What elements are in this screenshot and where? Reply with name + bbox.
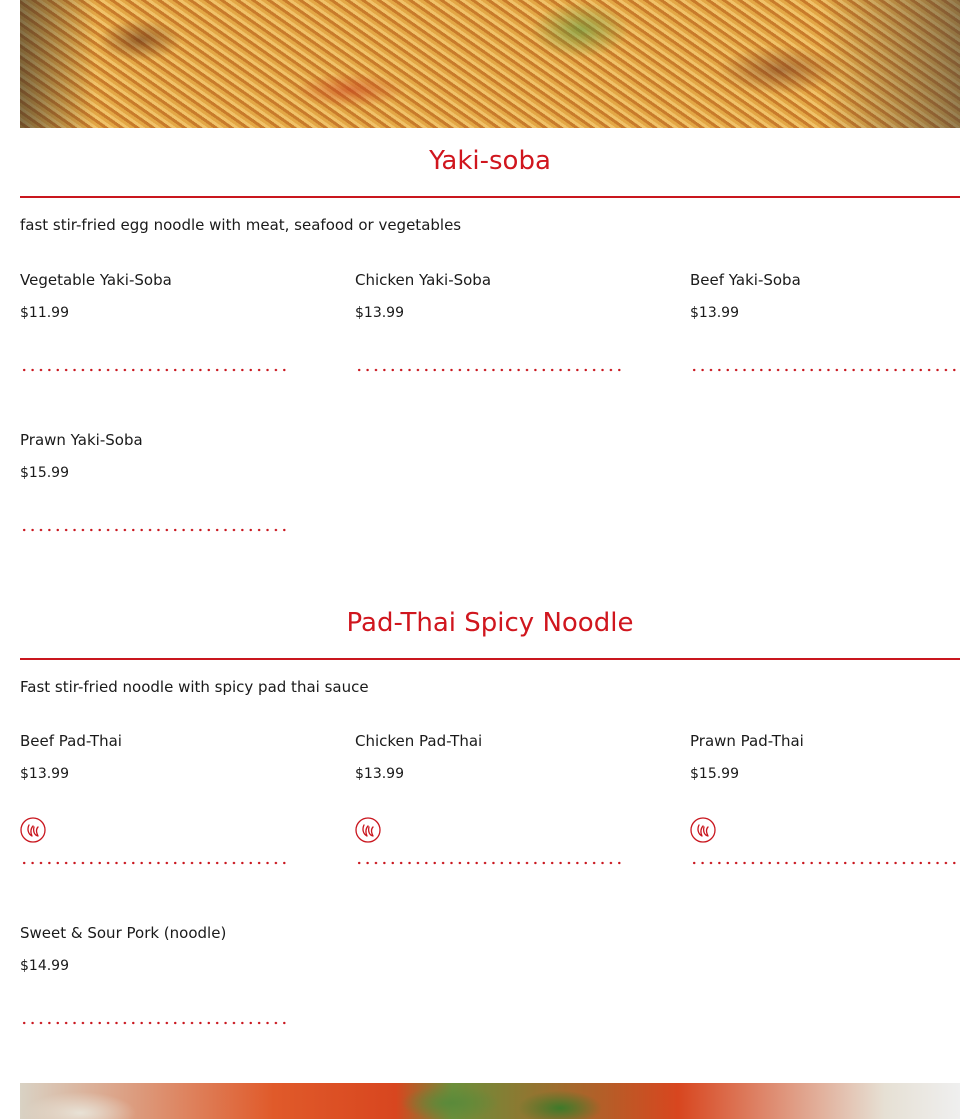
item-name: Beef Pad-Thai — [20, 732, 122, 750]
chili-pepper-icon — [690, 817, 716, 843]
item-name: Beef Yaki-Soba — [690, 271, 801, 289]
item-price: $13.99 — [355, 305, 404, 321]
dotted-separator — [690, 861, 960, 865]
dotted-separator — [355, 861, 625, 865]
section-description: fast stir-fried egg noodle with meat, seafood or vegetables — [20, 216, 462, 234]
item-name: Prawn Pad-Thai — [690, 732, 804, 750]
chili-pepper-icon — [355, 817, 381, 843]
item-name: Chicken Pad-Thai — [355, 732, 483, 750]
dotted-separator — [20, 1021, 290, 1025]
dotted-separator — [20, 528, 290, 532]
dotted-separator — [20, 368, 290, 372]
yaki-soba-photo — [20, 0, 960, 128]
section-title-yaki-soba: Yaki-soba — [429, 146, 551, 176]
item-name: Chicken Yaki-Soba — [355, 271, 492, 289]
dotted-separator — [20, 861, 290, 865]
item-price: $11.99 — [20, 305, 69, 321]
item-price: $13.99 — [690, 305, 739, 321]
section-title-pad-thai: Pad-Thai Spicy Noodle — [346, 608, 634, 638]
chili-pepper-icon — [20, 817, 46, 843]
section-divider — [20, 196, 960, 198]
item-name: Prawn Yaki-Soba — [20, 431, 143, 449]
item-price: $14.99 — [20, 958, 69, 974]
item-name: Sweet & Sour Pork (noodle) — [20, 924, 227, 942]
section-divider — [20, 658, 960, 660]
item-price: $15.99 — [690, 766, 739, 782]
item-name: Vegetable Yaki-Soba — [20, 271, 172, 289]
sushi-photo — [20, 1083, 960, 1119]
item-price: $13.99 — [20, 766, 69, 782]
section-description: Fast stir-fried noodle with spicy pad thai sauce — [20, 678, 369, 696]
dotted-separator — [690, 368, 960, 372]
item-price: $15.99 — [20, 465, 69, 481]
dotted-separator — [355, 368, 625, 372]
item-price: $13.99 — [355, 766, 404, 782]
